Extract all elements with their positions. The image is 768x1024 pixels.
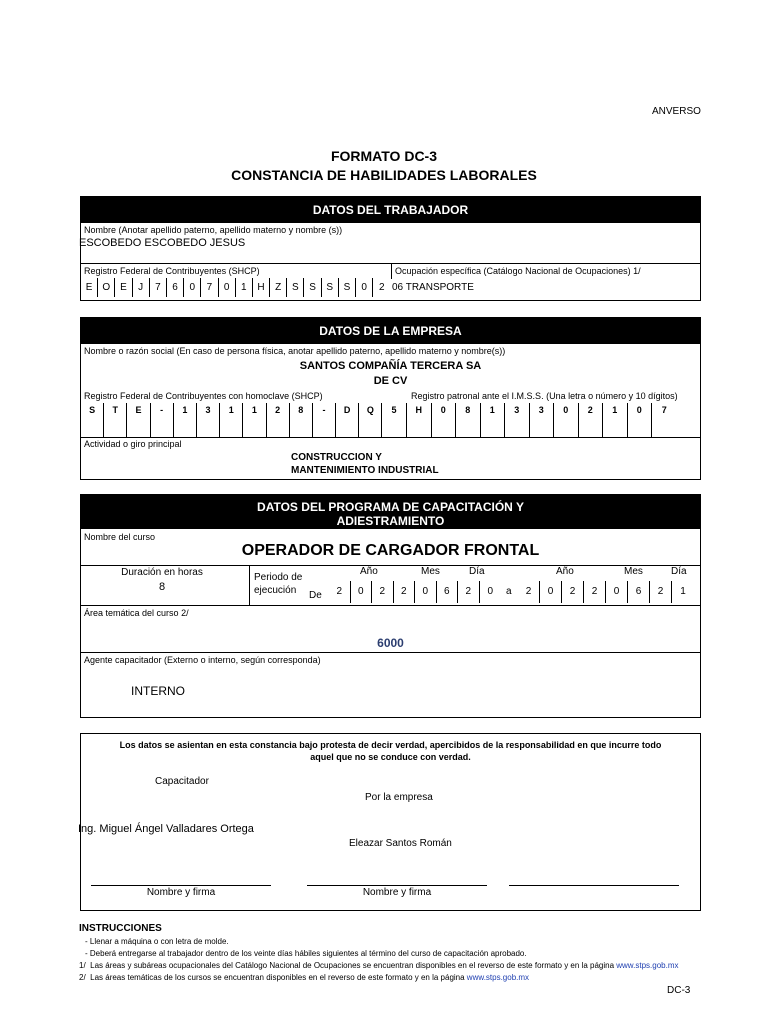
program-section-header [81, 495, 700, 529]
rfc-char-cell: 8 [290, 403, 313, 437]
to-label: a [506, 586, 512, 597]
company-name-line2: DE CV [373, 375, 408, 387]
date-digit-cell: 2 [394, 581, 416, 603]
company-activity-line1: CONSTRUCCION Y [291, 452, 382, 463]
rfc-char-cell: 0 [356, 278, 373, 297]
worker-occupation-label [395, 266, 641, 276]
worker-occupation-value: 06 TRANSPORTE [392, 282, 474, 293]
rfc-char-cell: 0 [184, 278, 201, 297]
from-label: De [309, 590, 322, 601]
rfc-char-cell: E [127, 403, 150, 437]
imss-char-cell: 0 [432, 403, 457, 437]
date-digit-cell: 0 [415, 581, 437, 603]
company-imss-label: Registro patronal ante el I.M.S.S. (Una letra o número y 10 dígitos) [411, 391, 678, 401]
company-section [80, 317, 701, 480]
course-name-label: Nombre del curso [84, 532, 156, 542]
subject-area-ref: 2/ [181, 608, 189, 618]
rfc-char-cell: 7 [201, 278, 218, 297]
date-digit-cell: 2 [329, 581, 351, 603]
program-section [80, 494, 701, 718]
rfc-char-cell: 1 [174, 403, 197, 437]
rfc-char-cell: E [115, 278, 132, 297]
date-digit-cell: 2 [562, 581, 584, 603]
subject-area-value: 6000 [377, 636, 404, 650]
divider [81, 652, 700, 653]
rfc-char-cell: 1 [236, 278, 253, 297]
anverso-label: ANVERSO [652, 106, 701, 117]
imss-char-cell: 0 [554, 403, 579, 437]
worker-section [80, 196, 701, 301]
imss-char-cell: 3 [505, 403, 530, 437]
date-digit-cell: 0 [540, 581, 562, 603]
date-digit-cell: 6 [437, 581, 459, 603]
end-month-label: Mes [624, 566, 643, 577]
stps-link-2[interactable]: www.stps.gob.mx [466, 973, 530, 982]
worker-rfc-cells [81, 278, 390, 297]
start-date-cells [329, 581, 501, 603]
rfc-char-cell: 5 [391, 405, 397, 415]
company-section-header: DATOS DE LA EMPRESA [81, 318, 700, 344]
rfc-char-cell: 0 [219, 278, 236, 297]
rfc-char-cell: D [336, 403, 359, 437]
instructions-title: INSTRUCCIONES [79, 923, 162, 934]
period-label-line2: ejecución [254, 585, 297, 596]
rfc-char-cell: S [322, 278, 339, 297]
instruction-item-2: - Deberá entregarse al trabajador dentro de los veinte días hábiles siguientes al término del curso de capacitación aprobado. [85, 949, 527, 958]
subject-area-label-text: Área temática del curso [84, 608, 179, 618]
date-digit-cell: 2 [458, 581, 480, 603]
duration-value: 8 [158, 581, 166, 593]
trainer-name: Ing. Miguel Ángel Valladares Ortega [78, 823, 254, 835]
company-activity-label: Actividad o giro principal [84, 439, 182, 449]
divider [81, 437, 700, 438]
signature-section [80, 733, 701, 911]
rfc-char-cell: 7 [150, 278, 167, 297]
declaration-line2: aquel que no se conduce con verdad. [310, 752, 471, 762]
duration-label: Duración en horas [121, 567, 203, 578]
end-year-label: Año [556, 566, 574, 577]
start-day-label: Día [469, 566, 485, 577]
stps-link-1[interactable]: www.stps.gob.mx [616, 961, 679, 970]
company-name-line1: SANTOS COMPAÑÍA TERCERA SA [299, 360, 482, 372]
worker-section-header: DATOS DEL TRABAJADOR [81, 197, 700, 223]
rfc-char-cell: 3 [197, 403, 220, 437]
rfc-char-cell: 1 [243, 403, 266, 437]
trainer-agent-value: INTERNO [131, 684, 185, 698]
rfc-char-cell: J [133, 278, 150, 297]
rfc-char-cell: 1 [220, 403, 243, 437]
trainer-signature-caption: Nombre y firma [146, 887, 216, 898]
rfc-char-cell: 2 [379, 282, 385, 293]
occupation-ref: 1/ [633, 266, 641, 276]
worker-rfc-label: Registro Federal de Contribuyentes (SHCP) [84, 266, 260, 276]
declaration-text [81, 739, 700, 763]
company-rfc-cells [81, 403, 406, 437]
rfc-char-cell: Z [270, 278, 287, 297]
end-date-cells [518, 581, 694, 603]
imss-char-cell: H [407, 403, 432, 437]
date-digit-cell: 2 [584, 581, 606, 603]
rfc-char-cell: S [287, 278, 304, 297]
date-digit-cell: 6 [628, 581, 650, 603]
imss-char-cell: 0 [628, 403, 653, 437]
form-code-title: FORMATO DC-3 [330, 148, 438, 164]
divider [81, 565, 700, 566]
occupation-label-text: Ocupación específica (Catálogo Nacional de Ocupaciones) [395, 266, 631, 276]
rfc-char-cell: O [98, 278, 115, 297]
start-month-label: Mes [421, 566, 440, 577]
divider [391, 263, 392, 279]
end-day-label: Día [671, 566, 687, 577]
imss-char-cell: 3 [530, 403, 555, 437]
subject-area-label [84, 608, 189, 618]
program-header-line1: DATOS DEL PROGRAMA DE CAPACITACIÓN Y [257, 500, 524, 514]
period-label-line1: Periodo de [254, 572, 303, 583]
start-year-label: Año [360, 566, 378, 577]
company-imss-cells [407, 403, 677, 437]
rfc-char-cell: - [313, 403, 336, 437]
extra-signature-line [509, 885, 679, 886]
imss-char-cell: 8 [456, 403, 481, 437]
rfc-char-cell: S [304, 278, 321, 297]
footer-form-code: DC-3 [667, 985, 691, 996]
date-digit-cell: 0 [351, 581, 373, 603]
rfc-char-cell: Q [359, 403, 382, 437]
date-digit-cell: 0 [606, 581, 628, 603]
company-activity-line2: MANTENIMIENTO INDUSTRIAL [291, 465, 439, 476]
trainer-label: Capacitador [155, 776, 209, 787]
imss-char-cell: 2 [579, 403, 604, 437]
date-digit-cell: 1 [680, 586, 686, 597]
instruction-item-4 [79, 973, 529, 982]
date-digit-cell: 2 [372, 581, 394, 603]
rfc-char-cell: S [339, 278, 356, 297]
date-digit-cell: 2 [650, 581, 672, 603]
rfc-char-cell: 2 [267, 403, 290, 437]
instruction-item-1: - Llenar a máquina o con letra de molde. [85, 937, 229, 946]
form-main-title: CONSTANCIA DE HABILIDADES LABORALES [231, 167, 537, 183]
company-rfc-label: Registro Federal de Contribuyentes con homoclave (SHCP) [84, 391, 323, 401]
company-signer-name: Eleazar Santos Román [349, 838, 452, 849]
company-name-label: Nombre o razón social (En caso de persona física, anotar apellido paterno, apellido materno y nombre(s)) [84, 346, 506, 356]
instruction-item-3-text: Las áreas y subáreas ocupacionales del Catálogo Nacional de Ocupaciones se encuentran disponibles en el reverso de este formato y en la página [90, 961, 615, 970]
rfc-char-cell: H [253, 278, 270, 297]
divider [249, 565, 250, 605]
rfc-char-cell: S [81, 403, 104, 437]
worker-name-label: Nombre (Anotar apellido paterno, apellido materno y nombre (s)) [84, 225, 343, 235]
imss-char-cell: 1 [481, 403, 506, 437]
trainer-signature-line [91, 885, 271, 886]
rfc-char-cell: T [104, 403, 127, 437]
instruction-item-3 [79, 961, 679, 970]
company-signature-line [307, 885, 487, 886]
imss-char-cell: 7 [661, 405, 667, 415]
course-name-value: OPERADOR DE CARGADOR FRONTAL [241, 542, 540, 559]
instruction-ref-2: 2/ [79, 973, 86, 982]
rfc-char-cell: - [151, 403, 174, 437]
imss-char-cell: 1 [603, 403, 628, 437]
company-signer-label: Por la empresa [365, 792, 433, 803]
instruction-item-4-text: Las áreas temáticas de los cursos se encuentran disponibles en el reverso de este formato y en la página [90, 973, 465, 982]
trainer-agent-label: Agente capacitador (Externo o interno, según corresponda) [84, 655, 321, 665]
date-digit-cell: 2 [518, 581, 540, 603]
date-digit-cell: 0 [487, 586, 494, 597]
rfc-char-cell: 6 [167, 278, 184, 297]
rfc-char-cell: E [81, 278, 98, 297]
program-header-line2: ADIESTRAMIENTO [336, 514, 445, 528]
instruction-ref-1: 1/ [79, 961, 86, 970]
divider [81, 605, 700, 606]
company-signature-caption: Nombre y firma [362, 887, 432, 898]
worker-name-value: ESCOBEDO ESCOBEDO JESUS [79, 237, 246, 249]
declaration-line1: Los datos se asientan en esta constancia bajo protesta de decir verdad, apercibidos de la responsabilidad en que incurre todo [119, 740, 662, 750]
